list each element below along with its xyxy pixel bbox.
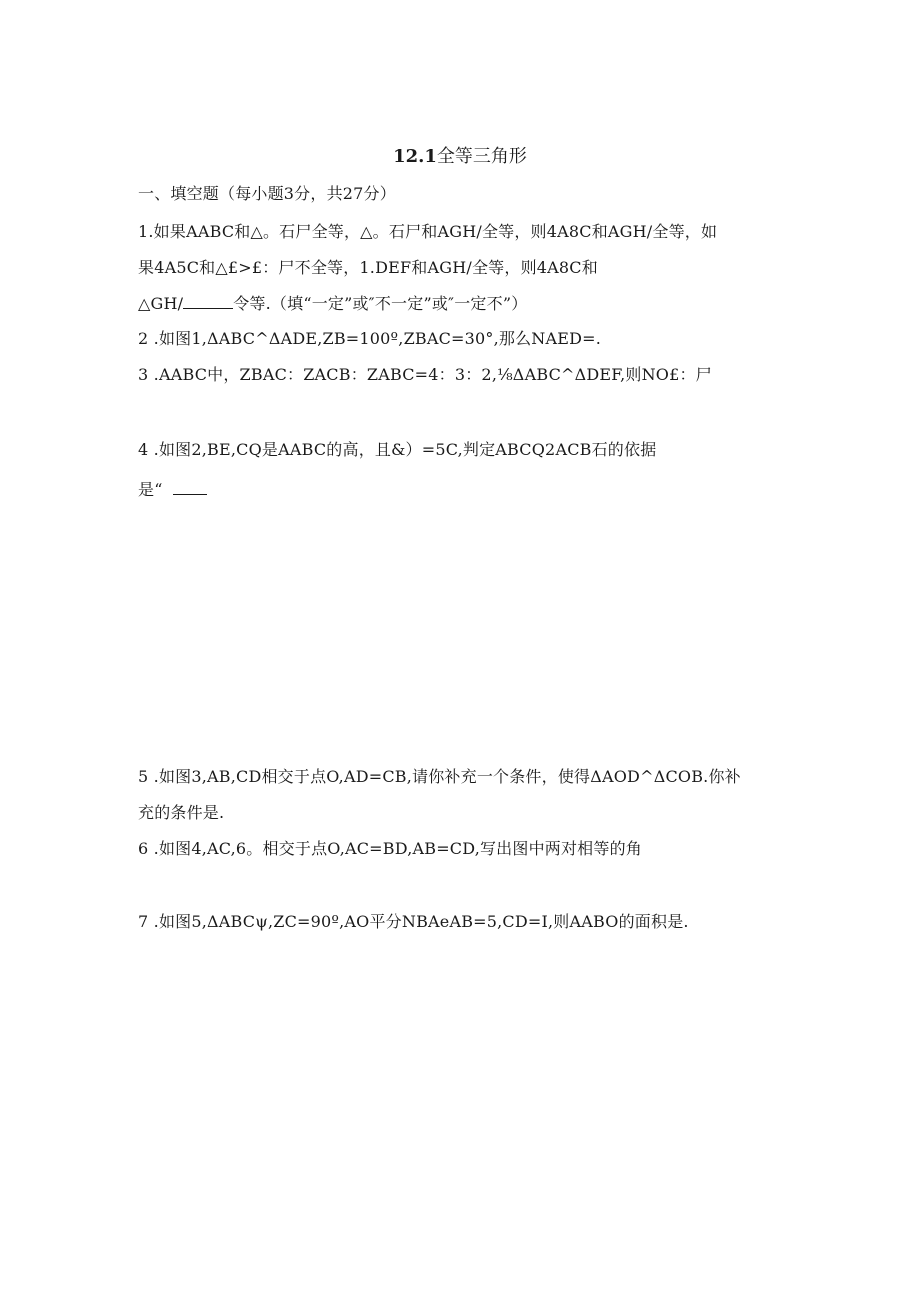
question-4-line-2-start: 是“ [138,480,163,499]
answer-blank[interactable] [183,292,233,309]
question-1-line-1: 1.如果AABC和△。石尸全等，△。石尸和AGH/全等，则4A8C和AGH/全等，如 [138,222,718,241]
page-title [0,145,920,169]
section-heading: 一、填空题（每小题3分，共27分） [138,184,396,203]
question-3: 3 .AABC中，ZBAC：ZACB：ZABC=4：3：2,⅛ΔABC^ΔDEF,则NO£：尸 [138,365,712,384]
question-1-line-3 [138,292,527,315]
question-5-line-2: 充的条件是. [138,803,225,822]
question-4-line-2 [138,478,207,501]
question-7: 7 .如图5,ΔABCψ,ZC=90º,AO平分NBAeAB=5,CD=I,则AABO的面积是. [138,912,689,931]
question-1-line-3-start: △GH/ [138,294,184,313]
question-5-line-1: 5 .如图3,AB,CD相交于点O,AD=CB,请你补充一个条件，使得ΔAOD^ΔCOB.你补 [138,767,741,786]
title-text: 全等三角形 [436,146,527,167]
question-1-line-2: 果4A5C和△£>£：尸不全等，1.DEF和AGH/全等，则4A8C和 [138,258,598,277]
question-2: 2 .如图1,ΔABC^ΔADE,ZB=100º,ZBAC=30°,那么NAED=. [138,329,602,348]
section-number: 12.1 [393,146,437,167]
question-4-line-1: 4 .如图2,BE,CQ是AABC的高，且&）=5C,判定ABCQ2ACB石的依据 [138,440,657,459]
question-6: 6 .如图4,AC,6。相交于点O,AC=BD,AB=CD,写出图中两对相等的角 [138,839,642,858]
answer-blank[interactable] [173,478,207,495]
question-1-line-3-end: 令等.（填“一定”或″不一定”或″一定不”） [233,294,528,313]
